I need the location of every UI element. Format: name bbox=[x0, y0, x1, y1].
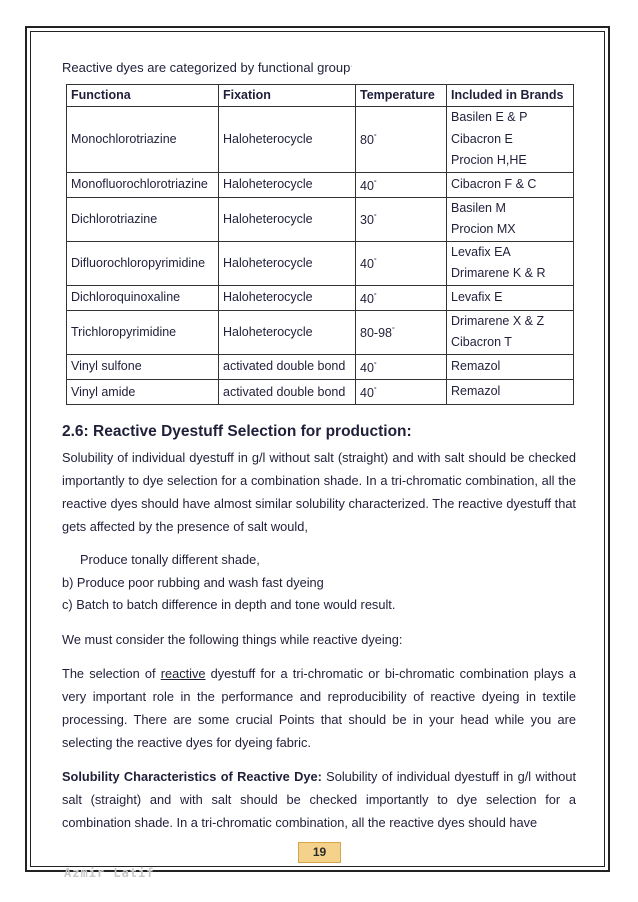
cell-fixation: Haloheterocycle bbox=[219, 107, 356, 173]
cell-functional: Vinyl sulfone bbox=[67, 354, 219, 379]
brand-name: Procion MX bbox=[451, 222, 516, 237]
cell-fixation: Haloheterocycle bbox=[219, 172, 356, 197]
degree-symbol: ° bbox=[373, 258, 377, 266]
degree-symbol: ° bbox=[391, 327, 395, 335]
cell-temperature bbox=[356, 354, 447, 379]
temperature-value: 80 bbox=[360, 133, 374, 148]
cell-fixation: activated double bond bbox=[219, 354, 356, 379]
cell-functional: Monofluorochlorotriazine bbox=[67, 172, 219, 197]
list-item: b) Produce poor rubbing and wash fast dyeing bbox=[62, 574, 324, 590]
cell-brands bbox=[447, 285, 574, 310]
cell-functional: Difluorochloropyrimidine bbox=[67, 241, 219, 285]
list-item: c) Batch to batch difference in depth and tone would result. bbox=[62, 597, 396, 613]
cell-functional: Monochlorotriazine bbox=[67, 107, 219, 173]
brand-name: Procion H,HE bbox=[451, 153, 527, 167]
table-row bbox=[67, 379, 574, 404]
degree-symbol: ° bbox=[373, 386, 377, 394]
brand-name: Cibacron T bbox=[451, 335, 512, 350]
temperature-value: 40 bbox=[360, 360, 374, 375]
cell-brands bbox=[447, 379, 574, 404]
reactive-link[interactable]: reactive bbox=[160, 665, 206, 681]
cell-fixation: Haloheterocycle bbox=[219, 241, 356, 285]
brand-name: Remazol bbox=[451, 359, 501, 374]
degree-symbol: ° bbox=[373, 214, 377, 222]
cell-temperature bbox=[356, 285, 447, 310]
temperature-value: 40 bbox=[360, 178, 374, 193]
cell-temperature bbox=[356, 197, 447, 241]
header-fixation: Fixation bbox=[219, 85, 356, 107]
paragraph-consider: We must consider the following things while reactive dyeing: bbox=[62, 631, 403, 647]
brand-name: Drimarene K & R bbox=[451, 266, 546, 281]
temperature-value: 40 bbox=[360, 257, 374, 272]
cell-temperature bbox=[356, 379, 447, 404]
cell-fixation: Haloheterocycle bbox=[219, 285, 356, 310]
temperature-value: 40 bbox=[360, 291, 374, 306]
brand-name: Levafix E bbox=[451, 289, 503, 304]
brand-name: Drimarene X & Z bbox=[451, 313, 545, 328]
brand-name: Remazol bbox=[451, 384, 501, 399]
table-header-row bbox=[67, 85, 574, 107]
brand-name: Basilen M bbox=[451, 200, 506, 215]
brand-name: Cibacron E bbox=[451, 131, 513, 146]
cell-functional: Dichloroquinoxaline bbox=[67, 285, 219, 310]
cell-brands bbox=[447, 354, 574, 379]
table-intro: Reactive dyes are categorized by functional group. bbox=[62, 60, 353, 75]
cell-functional: Trichloropyrimidine bbox=[67, 310, 219, 354]
table-body bbox=[67, 107, 574, 405]
table-row bbox=[67, 107, 574, 173]
cell-brands bbox=[447, 197, 574, 241]
cell-fixation: Haloheterocycle bbox=[219, 197, 356, 241]
cell-fixation: Haloheterocycle bbox=[219, 310, 356, 354]
cell-brands bbox=[447, 310, 574, 354]
reactive-dye-table bbox=[66, 84, 574, 405]
table-row bbox=[67, 197, 574, 241]
cell-temperature bbox=[356, 241, 447, 285]
list-item: Produce tonally different shade, bbox=[80, 552, 260, 568]
degree-symbol: ° bbox=[373, 292, 377, 300]
cell-brands bbox=[447, 241, 574, 285]
temperature-value: 40 bbox=[360, 386, 374, 401]
table-row bbox=[67, 354, 574, 379]
author-watermark: Azmir Latif bbox=[64, 866, 155, 880]
cell-temperature bbox=[356, 107, 447, 173]
cell-functional: Dichlorotriazine bbox=[67, 197, 219, 241]
table-row bbox=[67, 310, 574, 354]
cell-brands bbox=[447, 107, 574, 173]
paragraph-solubility: Solubility of individual dyestuff in g/l without salt (straight) and with salt should be checked importantly to dye selection for a combination shade. In a tri-chromatic combination, all the reactive dyes should have almost similar solubility characterized. The reactive dyestuff that gets affected by the presence of salt would, bbox=[62, 450, 576, 535]
cell-temperature bbox=[356, 172, 447, 197]
section-heading: 2.6: Reactive Dyestuff Selection for production: bbox=[62, 423, 412, 441]
page-content bbox=[62, 60, 576, 834]
degree-symbol: ° bbox=[373, 361, 377, 369]
brand-name: Levafix EA bbox=[451, 244, 511, 259]
degree-symbol: ° bbox=[373, 179, 377, 187]
subheading-solubility: Solubility Characteristics of Reactive Dye: bbox=[62, 768, 322, 784]
cell-brands bbox=[447, 172, 574, 197]
paragraph-solubility-characteristics: Solubility Characteristics of Reactive Dye: Solubility of individual dyestuff in g/l without salt (straight) and with salt should be checked importantly to dye selection for a combination shade. In a tri-chromatic combination, all the reactive dyes should have bbox=[62, 768, 576, 830]
header-brands: Included in Brands bbox=[447, 85, 574, 107]
cell-fixation: activated double bond bbox=[219, 379, 356, 404]
degree-symbol: ° bbox=[373, 134, 377, 142]
header-functional: Functiona bbox=[67, 85, 219, 107]
table-row bbox=[67, 172, 574, 197]
cell-functional: Vinyl amide bbox=[67, 379, 219, 404]
paragraph-selection: The selection of reactive dyestuff for a tri-chromatic or bi-chromatic combination plays a very important role in the performance and reproducibility of reactive dyeing in textile processing. There are some crucial Points that should be in your head while you are selecting the reactive dyes for dyeing fabric. bbox=[62, 665, 576, 750]
table-row bbox=[67, 241, 574, 285]
temperature-value: 30 bbox=[360, 213, 374, 228]
cell-temperature bbox=[356, 310, 447, 354]
table-row bbox=[67, 285, 574, 310]
brand-name: Cibacron F & C bbox=[451, 176, 537, 191]
header-temperature: Temperature bbox=[356, 85, 447, 107]
page-number: 19 bbox=[298, 842, 341, 863]
brand-name: Basilen E & P bbox=[451, 110, 528, 124]
temperature-value: 80-98 bbox=[360, 326, 392, 341]
